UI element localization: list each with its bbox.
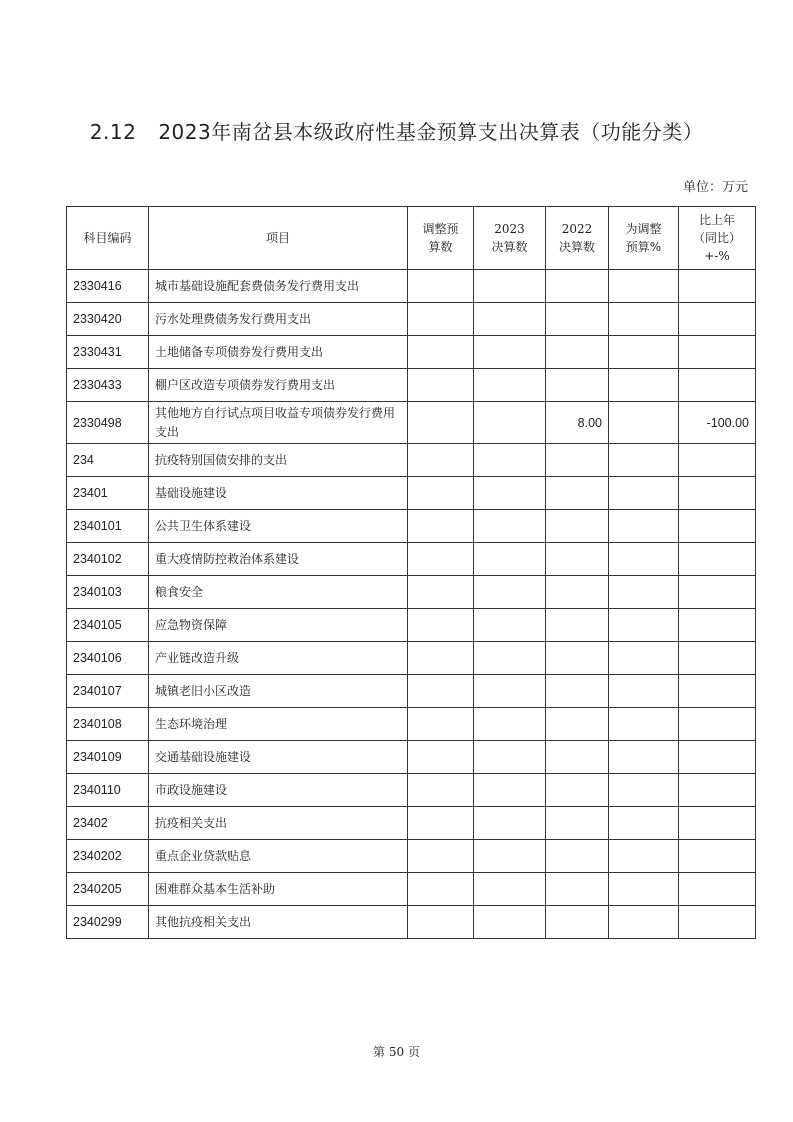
ratio-cell (609, 642, 679, 675)
item-cell: 重大疫情防控救治体系建设 (149, 543, 408, 576)
final-2022-cell (546, 576, 609, 609)
ratio-cell (609, 840, 679, 873)
code-cell: 2330433 (67, 369, 149, 402)
ratio-cell (609, 510, 679, 543)
final-2022-cell (546, 774, 609, 807)
table-row (67, 840, 756, 873)
ratio-cell (609, 336, 679, 369)
item-cell: 粮食安全 (149, 576, 408, 609)
final-2023-cell (474, 774, 546, 807)
final-2023-cell (474, 576, 546, 609)
final-2022-cell (546, 708, 609, 741)
ratio-cell (609, 807, 679, 840)
item-cell: 产业链改造升级 (149, 642, 408, 675)
final-2022-cell (546, 336, 609, 369)
code-cell: 2340109 (67, 741, 149, 774)
adjusted-budget-cell (408, 807, 474, 840)
ratio-cell (609, 774, 679, 807)
final-2023-cell (474, 642, 546, 675)
adjusted-budget-cell (408, 303, 474, 336)
adjusted-budget-cell (408, 444, 474, 477)
adjusted-budget-cell (408, 510, 474, 543)
yoy-cell (679, 510, 756, 543)
code-cell: 23402 (67, 807, 149, 840)
ratio-cell (609, 609, 679, 642)
final-2022-cell (546, 609, 609, 642)
code-cell: 2340103 (67, 576, 149, 609)
adjusted-budget-cell (408, 576, 474, 609)
table-row (67, 873, 756, 906)
final-2022-cell (546, 642, 609, 675)
yoy-cell (679, 609, 756, 642)
item-cell: 其他抗疫相关支出 (149, 906, 408, 939)
final-2023-cell (474, 303, 546, 336)
code-cell: 2340101 (67, 510, 149, 543)
table-row (67, 774, 756, 807)
yoy-cell (679, 270, 756, 303)
header-ratio: 为调整 预算% (609, 207, 679, 270)
final-2023-cell (474, 270, 546, 303)
table-row (67, 807, 756, 840)
header-final-2023: 2023 决算数 (474, 207, 546, 270)
yoy-cell (679, 741, 756, 774)
code-cell: 234 (67, 444, 149, 477)
adjusted-budget-cell (408, 906, 474, 939)
unit-label: 单位：万元 (682, 180, 748, 195)
table-row (67, 642, 756, 675)
final-2022-cell (546, 906, 609, 939)
final-2023-cell (474, 840, 546, 873)
ratio-cell (609, 906, 679, 939)
final-2023-cell (474, 444, 546, 477)
code-cell: 2330420 (67, 303, 149, 336)
adjusted-budget-cell (408, 840, 474, 873)
final-2022-cell (546, 840, 609, 873)
adjusted-budget-cell (408, 477, 474, 510)
table-row (67, 402, 756, 444)
table-header-row (67, 207, 756, 270)
yoy-cell (679, 840, 756, 873)
code-cell: 2340106 (67, 642, 149, 675)
adjusted-budget-cell (408, 741, 474, 774)
item-cell: 重点企业贷款贴息 (149, 840, 408, 873)
final-2023-cell (474, 402, 546, 444)
final-2023-cell (474, 741, 546, 774)
table-row (67, 444, 756, 477)
final-2022-cell: 8.00 (546, 402, 609, 444)
final-2023-cell (474, 336, 546, 369)
code-cell: 2340299 (67, 906, 149, 939)
adjusted-budget-cell (408, 336, 474, 369)
item-cell: 其他地方自行试点项目收益专项债券发行费用支出 (149, 402, 408, 444)
final-2022-cell (546, 873, 609, 906)
table-row (67, 336, 756, 369)
code-cell: 2330498 (67, 402, 149, 444)
adjusted-budget-cell (408, 675, 474, 708)
yoy-cell: -100.00 (679, 402, 756, 444)
item-cell: 城市基础设施配套费债务发行费用支出 (149, 270, 408, 303)
table-row (67, 543, 756, 576)
item-cell: 城镇老旧小区改造 (149, 675, 408, 708)
adjusted-budget-cell (408, 402, 474, 444)
table-row (67, 270, 756, 303)
table-row (67, 477, 756, 510)
expenditure-table (66, 206, 756, 939)
final-2022-cell (546, 510, 609, 543)
item-cell: 交通基础设施建设 (149, 741, 408, 774)
table-row (67, 906, 756, 939)
yoy-cell (679, 774, 756, 807)
yoy-cell (679, 477, 756, 510)
adjusted-budget-cell (408, 609, 474, 642)
adjusted-budget-cell (408, 543, 474, 576)
yoy-cell (679, 576, 756, 609)
ratio-cell (609, 741, 679, 774)
code-cell: 2340105 (67, 609, 149, 642)
yoy-cell (679, 873, 756, 906)
final-2022-cell (546, 270, 609, 303)
item-cell: 污水处理费债务发行费用支出 (149, 303, 408, 336)
final-2022-cell (546, 303, 609, 336)
final-2023-cell (474, 873, 546, 906)
adjusted-budget-cell (408, 270, 474, 303)
table-row (67, 675, 756, 708)
item-cell: 棚户区改造专项债券发行费用支出 (149, 369, 408, 402)
item-cell: 抗疫特别国债安排的支出 (149, 444, 408, 477)
item-cell: 困难群众基本生活补助 (149, 873, 408, 906)
header-adjusted-budget: 调整预 算数 (408, 207, 474, 270)
item-cell: 基础设施建设 (149, 477, 408, 510)
final-2023-cell (474, 477, 546, 510)
code-cell: 2340205 (67, 873, 149, 906)
header-yoy: 比上年 （同比） +-% (679, 207, 756, 270)
yoy-cell (679, 642, 756, 675)
table-row (67, 369, 756, 402)
code-cell: 2330431 (67, 336, 149, 369)
table-row (67, 303, 756, 336)
ratio-cell (609, 576, 679, 609)
ratio-cell (609, 708, 679, 741)
ratio-cell (609, 303, 679, 336)
final-2023-cell (474, 369, 546, 402)
title-text: 2023年南岔县本级政府性基金预算支出决算表（功能分类） (158, 120, 704, 144)
adjusted-budget-cell (408, 369, 474, 402)
item-cell: 生态环境治理 (149, 708, 408, 741)
yoy-cell (679, 675, 756, 708)
adjusted-budget-cell (408, 708, 474, 741)
code-cell: 23401 (67, 477, 149, 510)
code-cell: 2340108 (67, 708, 149, 741)
final-2023-cell (474, 807, 546, 840)
item-cell: 土地储备专项债券发行费用支出 (149, 336, 408, 369)
yoy-cell (679, 906, 756, 939)
item-cell: 市政设施建设 (149, 774, 408, 807)
item-cell: 公共卫生体系建设 (149, 510, 408, 543)
code-cell: 2340107 (67, 675, 149, 708)
table-row (67, 576, 756, 609)
ratio-cell (609, 444, 679, 477)
ratio-cell (609, 270, 679, 303)
final-2022-cell (546, 369, 609, 402)
final-2023-cell (474, 543, 546, 576)
final-2023-cell (474, 510, 546, 543)
title-number: 2.12 (89, 120, 137, 144)
header-code: 科目编码 (67, 207, 149, 270)
final-2022-cell (546, 807, 609, 840)
table-row (67, 609, 756, 642)
page-number: 第 50 页 (373, 1045, 420, 1059)
ratio-cell (609, 873, 679, 906)
ratio-cell (609, 402, 679, 444)
item-cell: 应急物资保障 (149, 609, 408, 642)
adjusted-budget-cell (408, 774, 474, 807)
yoy-cell (679, 369, 756, 402)
yoy-cell (679, 807, 756, 840)
yoy-cell (679, 708, 756, 741)
yoy-cell (679, 336, 756, 369)
table-row (67, 741, 756, 774)
final-2022-cell (546, 543, 609, 576)
yoy-cell (679, 444, 756, 477)
page-title (0, 116, 793, 145)
code-cell: 2340110 (67, 774, 149, 807)
header-final-2022: 2022 决算数 (546, 207, 609, 270)
adjusted-budget-cell (408, 873, 474, 906)
table-row (67, 510, 756, 543)
final-2022-cell (546, 444, 609, 477)
ratio-cell (609, 543, 679, 576)
code-cell: 2330416 (67, 270, 149, 303)
code-cell: 2340202 (67, 840, 149, 873)
code-cell: 2340102 (67, 543, 149, 576)
final-2023-cell (474, 906, 546, 939)
final-2022-cell (546, 477, 609, 510)
ratio-cell (609, 477, 679, 510)
item-cell: 抗疫相关支出 (149, 807, 408, 840)
ratio-cell (609, 369, 679, 402)
final-2023-cell (474, 675, 546, 708)
table-row (67, 708, 756, 741)
final-2023-cell (474, 609, 546, 642)
ratio-cell (609, 675, 679, 708)
final-2023-cell (474, 708, 546, 741)
header-item: 项目 (149, 207, 408, 270)
final-2022-cell (546, 741, 609, 774)
final-2022-cell (546, 675, 609, 708)
yoy-cell (679, 543, 756, 576)
yoy-cell (679, 303, 756, 336)
adjusted-budget-cell (408, 642, 474, 675)
